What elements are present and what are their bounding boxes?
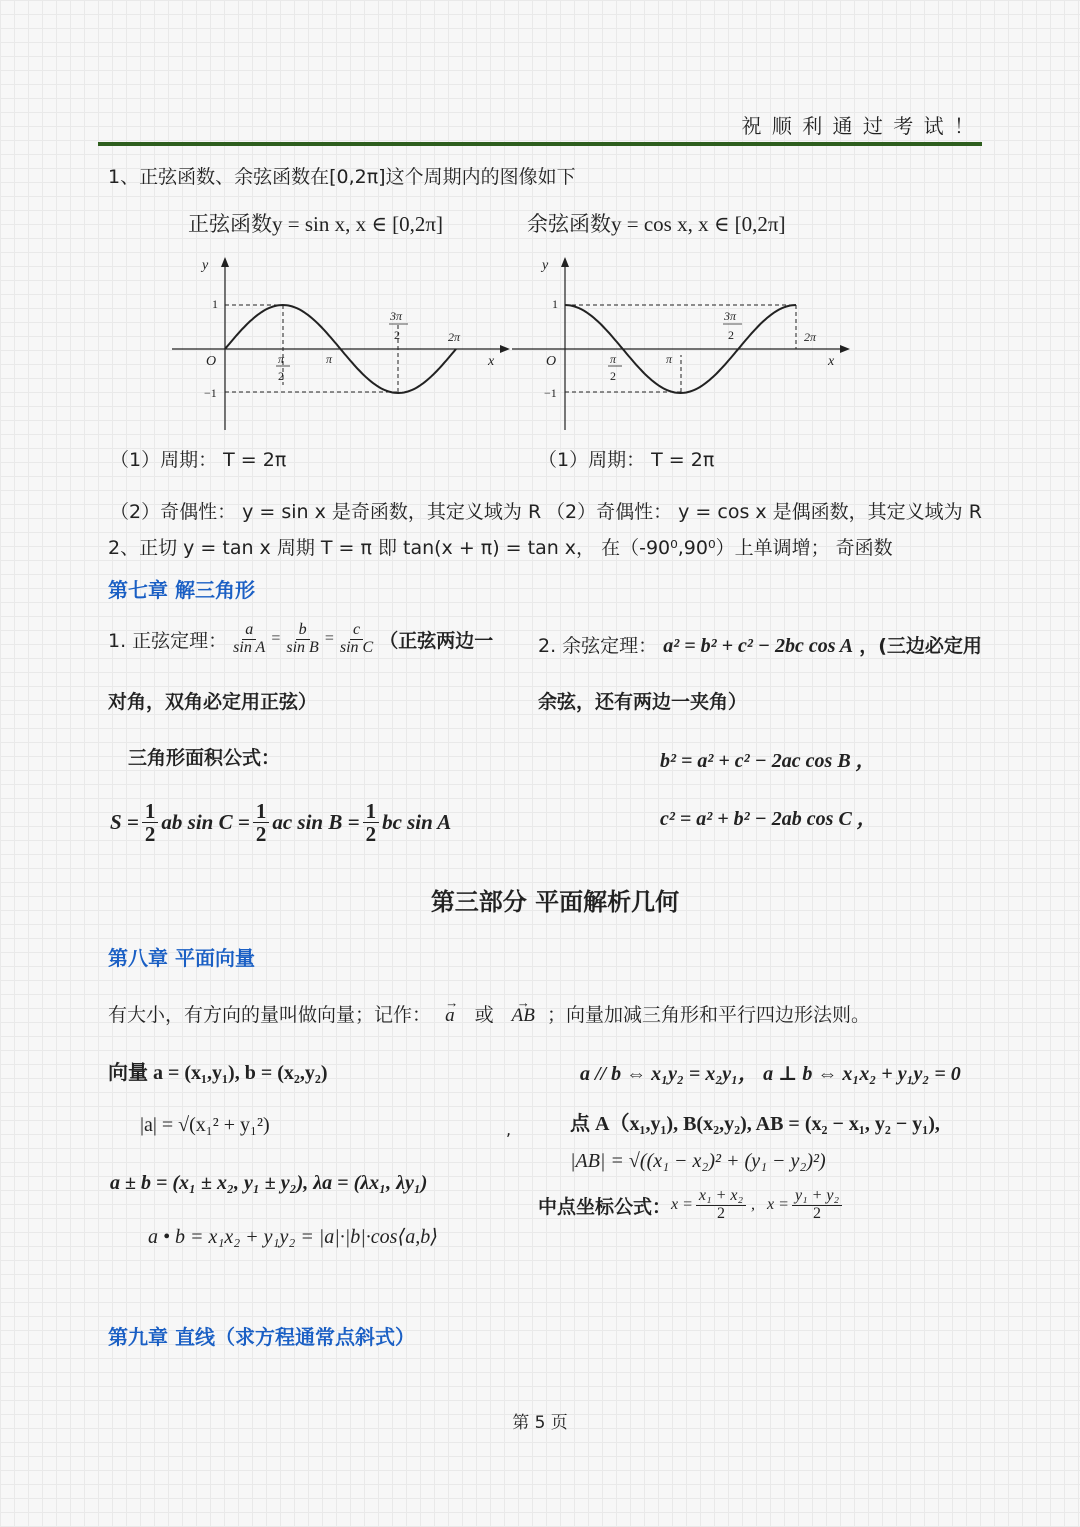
area-half-2-num: 1 <box>253 800 270 823</box>
area-half-3-den: 2 <box>365 822 377 847</box>
vector-points: 点 A（x₁,y₁), B(x₂,y₂), AB = (x₂ − x₁, y₂ − y₁), <box>570 1113 940 1135</box>
sine-law-sinB: sin B <box>286 638 319 656</box>
sine-law-note-1: （正弦两边一 <box>379 629 494 652</box>
area-formula <box>110 800 451 845</box>
cos-tick-pi: π <box>666 352 673 366</box>
cos-tick-3pi2-den: 2 <box>728 328 734 342</box>
sine-law-a: a <box>242 622 256 640</box>
cos-law-row <box>538 631 982 658</box>
vector-intro-tail: ；向量加减三角形和平行四边形法则。 <box>546 1004 870 1026</box>
sin-x-axis-label: x <box>488 354 495 369</box>
midpoint-y-num: y₁ + y₂ <box>792 1188 842 1206</box>
header-slogan: 祝 顺 利 通 过 考 试 ！ <box>741 114 976 138</box>
vector-a-notation: → a <box>445 1005 455 1027</box>
midpoint-row: 中点坐标公式： x = $\frac{\text{x₁ + x₂}}{2}$ , x = $\frac{\text{y₁ + y₂}}{2}$ <box>538 1188 845 1223</box>
cos-law-note-2: 余弦，还有两边一夹角） <box>538 691 748 713</box>
sin-parity: （2）奇偶性： y = sin x 是奇函数，其定义域为 R <box>110 501 542 523</box>
chapter7-title: 第七章 解三角形 <box>108 578 255 602</box>
sin-tick-3pi2-num: 3π <box>390 309 403 323</box>
header-rule <box>98 142 982 146</box>
area-S: S = <box>110 810 139 835</box>
stray-comma: , <box>506 1120 512 1139</box>
cos-tick-2pi: 2π <box>804 330 817 344</box>
cos-period: （1）周期： T = 2π <box>538 449 715 471</box>
cos-tick-3pi2-num: 3π <box>724 309 737 323</box>
cos-tick-neg1: −1 <box>544 386 557 400</box>
cos-tick-half-pi-den: 2 <box>610 369 616 383</box>
cos-law-c: c² = a² + b² − 2ab cos C ， <box>660 808 877 830</box>
sine-law-label: 1. 正弦定理： <box>108 629 228 652</box>
area-term-1: ab sin C = <box>161 810 250 835</box>
sine-law-c: c <box>350 622 363 640</box>
sine-graph <box>170 255 510 435</box>
area-formula-label: 三角形面积公式： <box>128 747 281 769</box>
sin-tick-1: 1 <box>212 297 218 311</box>
cos-tick-half-pi-num: π <box>610 352 617 366</box>
midpoint-y-eq: x = <box>767 1196 789 1214</box>
sin-graph-title: 正弦函数y = sin x, x ∈ [0,2π] <box>188 212 443 236</box>
vector-intro-or: 或 <box>474 1004 494 1026</box>
trig-item-1: 1、正弦函数、余弦函数在[0,2π]这个周期内的图像如下 <box>108 166 576 188</box>
area-half-2-den: 2 <box>255 822 267 847</box>
vector-ab-notation: → AB <box>512 1005 535 1027</box>
sin-tick-half-pi-num: π <box>278 352 285 366</box>
cos-parity: （2）奇偶性： y = cos x 是偶函数，其定义域为 R <box>546 501 982 523</box>
chapter8-title: 第八章 平面向量 <box>108 946 255 970</box>
vector-add-scale: a ± b = (x₁ ± x₂, y₁ ± y₂), λa = (λx₁, λy₁) <box>110 1172 428 1194</box>
midpoint-x-num: x₁ + x₂ <box>696 1188 746 1206</box>
vector-norm: |a| = √(x₁² + y₁²) <box>140 1114 270 1136</box>
sine-law-sinC: sin C <box>339 638 374 656</box>
vector-dot-product: a • b = x₁x₂ + y₁y₂ = |a|·|b|·cos⟨a,b⟩ <box>148 1226 439 1248</box>
sin-tick-pi: π <box>326 352 333 366</box>
area-term-3: bc sin A <box>382 810 452 835</box>
vector-parallel-perpendicular: a // b ⇔ x₁y₂ = x₂y₁， a ⊥ b ⇔ x₁x₂ + y₁y₂ = 0 <box>580 1063 961 1085</box>
area-half-1-den: 2 <box>144 822 156 847</box>
sin-period: （1）周期： T = 2π <box>110 449 287 471</box>
part3-title: 第三部分 平面解析几何 <box>430 888 680 916</box>
cos-graph-title: 余弦函数y = cos x, x ∈ [0,2π] <box>527 212 786 236</box>
cos-law-b: b² = a² + c² − 2ac cos B ， <box>660 750 876 772</box>
midpoint-x-den: 2 <box>716 1204 725 1222</box>
cos-origin-label: O <box>546 354 557 369</box>
area-half-1-num: 1 <box>142 800 159 823</box>
page-number: 第 5 页 <box>512 1413 568 1433</box>
midpoint-x-eq: x = <box>671 1196 693 1214</box>
vector-ab-length: |AB| = √((x₁ − x₂)² + (y₁ − y₂)²) <box>570 1150 826 1172</box>
sine-law-b: b <box>296 622 310 640</box>
cos-y-axis-label: y <box>542 258 549 273</box>
sin-y-axis-label: y <box>202 258 209 273</box>
area-half-3-num: 1 <box>363 800 380 823</box>
sine-law-eq1: = <box>271 630 281 648</box>
cos-x-axis-label: x <box>828 354 835 369</box>
cos-law-label: 2. 余弦定理： <box>538 635 658 657</box>
sine-law-eq2: = <box>324 630 334 648</box>
sine-law-note-2: 对角，双角必定用正弦） <box>108 691 318 713</box>
cos-law-a: a² = b² + c² − 2bc cos A <box>663 635 854 657</box>
sine-law-sinA: sin A <box>233 638 266 656</box>
cosine-graph <box>510 255 850 435</box>
midpoint-label: 中点坐标公式： <box>538 1195 672 1218</box>
vector-intro <box>108 1000 870 1027</box>
area-term-2: ac sin B = <box>272 810 360 835</box>
cos-law-note-1: ，(三边必定用 <box>859 635 982 657</box>
sin-tick-half-pi-den: 2 <box>278 369 284 383</box>
cos-tick-1: 1 <box>552 297 558 311</box>
vector-intro-text: 有大小，有方向的量叫做向量；记作： <box>108 1004 432 1026</box>
chapter9-title: 第九章 直线（求方程通常点斜式） <box>108 1325 415 1349</box>
sin-tick-neg1: −1 <box>204 386 217 400</box>
tangent-line: 2、正切 y = tan x 周期 T = π 即 tan(x + π) = tan x， 在（-90⁰,90⁰）上单调增； 奇函数 <box>108 537 893 559</box>
sin-tick-3pi2-den: 2 <box>394 328 400 342</box>
sin-tick-2pi: 2π <box>448 330 461 344</box>
midpoint-y-den: 2 <box>813 1204 822 1222</box>
sine-law-row <box>108 622 493 657</box>
vector-definition: 向量 a = (x₁,y₁), b = (x₂,y₂) <box>108 1062 328 1084</box>
sin-origin-label: O <box>206 354 217 369</box>
